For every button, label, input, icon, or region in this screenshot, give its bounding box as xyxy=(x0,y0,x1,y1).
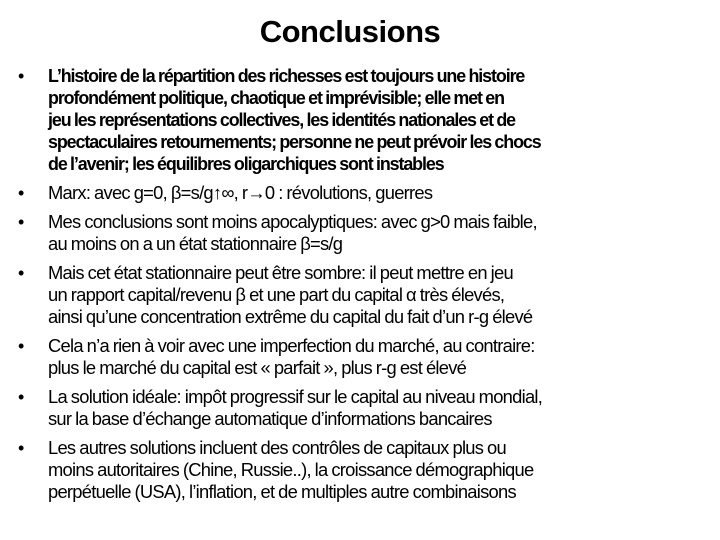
bullet-item xyxy=(18,182,718,204)
bullet-item xyxy=(18,386,718,430)
slide-title: Conclusions xyxy=(259,14,441,49)
bullet-icon: • xyxy=(18,438,25,458)
bullet-line: Marx: avec g=0, β=s/g↑∞, r→0 : révolutions, guerres xyxy=(48,182,433,203)
bullet-line: Cela n’a rien à voir avec une imperfection du marché, au contraire: xyxy=(48,335,535,356)
bullet-line: plus le marché du capital est « parfait », plus r-g est élevé xyxy=(48,357,467,378)
bullet-icon: • xyxy=(18,387,25,407)
bullet-line: profondément politique, chaotique et imprévisible; elle met en xyxy=(48,88,504,108)
bullet-line: Mes conclusions sont moins apocalyptiques: avec g>0 mais faible, xyxy=(48,211,537,232)
bullet-list xyxy=(18,65,718,510)
bullet-line: au moins on a un état stationnaire β=s/g xyxy=(48,233,343,254)
bullet-icon: • xyxy=(18,336,25,356)
bullet-item xyxy=(18,335,718,379)
bullet-item xyxy=(18,437,718,503)
bullet-line: moins autoritaires (Chine, Russie..), la croissance démographique xyxy=(48,459,534,480)
bullet-line: Mais cet état stationnaire peut être sombre: il peut mettre en jeu xyxy=(48,262,513,283)
bullet-item xyxy=(18,262,718,328)
bullet-icon: • xyxy=(18,263,25,283)
bullet-item xyxy=(18,65,718,175)
bullet-line: jeu les représentations collectives, les identités nationales et de xyxy=(48,110,516,130)
bullet-line: de l’avenir; les équilibres oligarchiques sont instables xyxy=(48,154,444,174)
bullet-line: Les autres solutions incluent des contrôles de capitaux plus ou xyxy=(48,437,506,458)
bullet-icon: • xyxy=(18,66,25,86)
bullet-line: La solution idéale: impôt progressif sur le capital au niveau mondial, xyxy=(48,386,543,407)
bullet-line: L’histoire de la répartition des richesses est toujours une histoire xyxy=(48,66,525,86)
bullet-line: spectaculaires retournements; personne ne peut prévoir les chocs xyxy=(48,132,541,152)
bullet-line: ainsi qu’une concentration extrême du capital du fait d’un r-g élevé xyxy=(48,306,533,327)
bullet-icon: • xyxy=(18,212,25,232)
bullet-line: perpétuelle (USA), l’inflation, et de multiples autre combinaisons xyxy=(48,481,516,502)
bullet-line: sur la base d’échange automatique d’informations bancaires xyxy=(48,408,492,429)
bullet-line: un rapport capital/revenu β et une part du capital α très élevés, xyxy=(48,284,505,305)
bullet-item xyxy=(18,211,718,255)
bullet-icon: • xyxy=(18,183,25,203)
